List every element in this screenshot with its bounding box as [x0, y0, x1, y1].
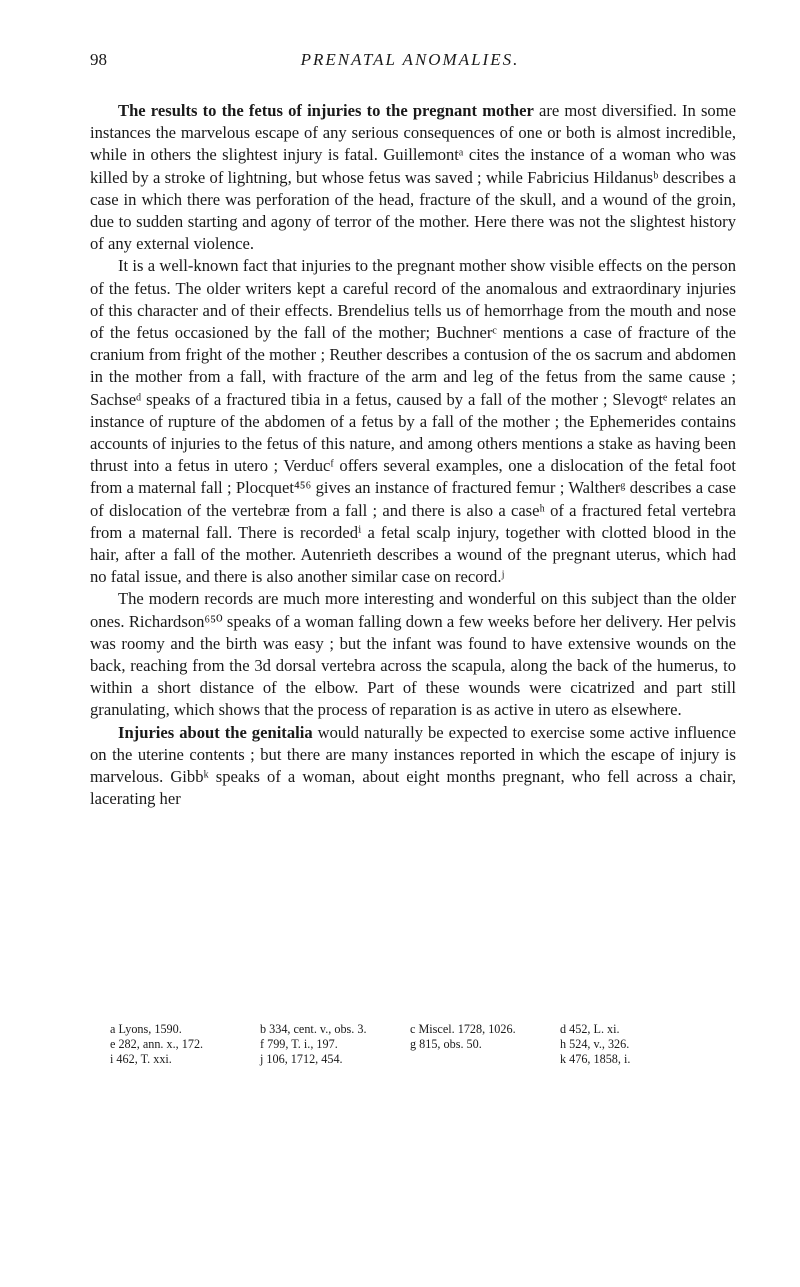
footnote: b 334, cent. v., obs. 3. [260, 1022, 367, 1036]
paragraph [90, 722, 736, 811]
footnote: i 462, T. xxi. [110, 1052, 172, 1066]
footnote-row [110, 1052, 750, 1067]
footnote: f 799, T. i., 197. [260, 1037, 338, 1051]
page-header [90, 50, 730, 74]
paragraph-lead: The results to the fetus of injuries to the pregnant mother [118, 101, 534, 120]
paragraph [90, 588, 736, 721]
footnote: h 524, v., 326. [560, 1037, 630, 1051]
running-title: PRENATAL ANOMALIES. [300, 50, 520, 69]
paragraph [90, 255, 736, 588]
page-number: 98 [90, 50, 107, 69]
footnote: d 452, L. xi. [560, 1022, 620, 1036]
footnote: g 815, obs. 50. [410, 1037, 482, 1051]
footnote: e 282, ann. x., 172. [110, 1037, 204, 1051]
footnote-row [110, 1037, 750, 1052]
footnote-row [110, 1022, 750, 1037]
paragraph-text: would naturally be expected to exercise some active influence on the uterine contents ; but there are many instances reported in which the escape of injury is marvelous. Gibbᵏ speaks of a woman, about eight months pregnant, who fell across a chair, lacerating her [90, 722, 736, 809]
footnote: c Miscel. 1728, 1026. [410, 1022, 516, 1036]
footnote: k 476, 1858, i. [560, 1052, 631, 1066]
footnotes [110, 1022, 750, 1067]
paragraph [90, 100, 736, 255]
body-text [90, 100, 736, 811]
paragraph-text: are most diversified. In some instances the marvelous escape of any serious consequences of one or both is almost incredible, while in others the slightest injury is fatal. Guillemontᵃ cites the instance of a woman who was killed by a stroke of lightning, but whose fetus was saved ; while Fabricius Hildanusᵇ describes a case in which there was perforation of the head, fracture of the skull, and a wound of the groin, due to sudden starting and agony of terror of the mother. Here there was not the slightest history of any external violence. [90, 101, 736, 254]
paragraph-text: The modern records are much more interesting and wonderful on this subject than the older ones. Richardson⁶⁵⁰ speaks of a woman falling down a few weeks before her delivery. Her pelvis was roomy and the birth was easy ; but the infant was found to have extensive wounds on the back, reaching from the 3d dorsal vertebra across the scapula, along the back of the humerus, to within a short distance of the elbow. Part of these wounds were cicatrized and part still granulating, which shows that the process of reparation is as active in utero as elsewhere. [90, 589, 736, 720]
paragraph-text: It is a well-known fact that injuries to the pregnant mother show visible effects on the person of the fetus. The older writers kept a careful record of the anomalous and extraordinary injuries of this character and of their effects. Brendelius tells us of hemorrhage from the mouth and nose of the fetus occasioned by the fall of the mother; Buchnerᶜ mentions a case of fracture of the cranium from fright of the mother ; Reuther describes a contusion of the os sacrum and abdomen in the mother from a fall, with fracture of the arm and leg of the fetus from the same cause ; Sachseᵈ speaks of a fractured tibia in a fetus, caused by a fall of the mother ; Slevogtᵉ relates an instance of rupture of the abdomen of a fetus by a fall of the mother ; the Ephemerides contains accounts of injuries to the fetus of this nature, and among others mentions a stake as having been thrust into a fetus in utero ; Verducᶠ offers several examples, one a dislocation of the fetal foot from a maternal fall ; Plocquet⁴⁵⁶ gives an instance of fractured femur ; Waltherᵍ describes a case of dislocation of the vertebræ from a fall ; and there is also a caseʰ of a fractured fetal vertebra from a maternal fall. There is recordedⁱ a fetal scalp injury, together with clotted blood in the hair, after a fall of the mother. Autenrieth describes a wound of the pregnant uterus, which had no fatal issue, and there is also another similar case on record.ʲ [90, 256, 736, 587]
footnote [410, 1052, 560, 1067]
paragraph-lead: Injuries about the genitalia [118, 722, 313, 742]
footnote: j 106, 1712, 454. [260, 1052, 343, 1066]
footnote: a Lyons, 1590. [110, 1022, 182, 1036]
